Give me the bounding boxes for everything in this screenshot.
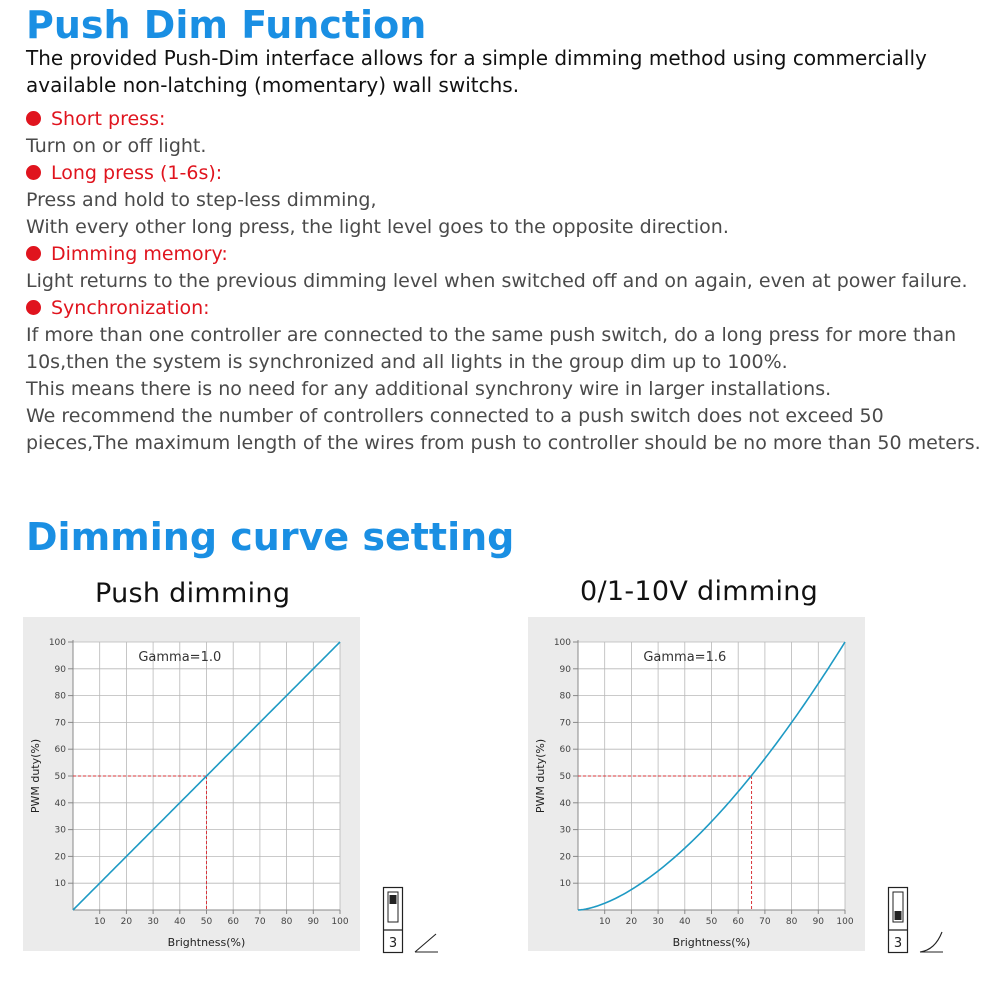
- section-title: Dimming curve setting: [26, 515, 515, 559]
- feature-item: [26, 295, 986, 457]
- bullet-dot-icon: [26, 111, 41, 126]
- x-axis-label: Brightness(%): [672, 936, 751, 949]
- data-point: [818, 683, 819, 684]
- chart-svg: [23, 617, 360, 951]
- x-tick-label: 50: [200, 917, 213, 927]
- feature-body-text: With every other long press, the light level goes to the opposite direction.: [26, 216, 729, 238]
- feature-heading-text: Long press (1-6s):: [51, 162, 223, 184]
- data-point: [684, 847, 685, 848]
- dip-number: 3: [388, 936, 398, 951]
- page-title: Push Dim Function: [26, 3, 427, 47]
- x-tick-label: 30: [147, 917, 159, 927]
- x-tick-label: 80: [785, 917, 798, 927]
- push-dimming-chart: [23, 617, 360, 951]
- y-axis-label: PWM duty(%): [29, 738, 42, 814]
- feature-heading: [26, 106, 986, 133]
- chart-svg: [528, 617, 865, 951]
- x-axis-label: Brightness(%): [167, 936, 246, 949]
- feature-heading: [26, 160, 986, 187]
- feature-heading: [26, 241, 986, 268]
- feature-body-text: We recommend the number of controllers connected to a push switch does not exceed 50 pieces,The maximum length of the wires from push to controller should be no more than 50 meters.: [26, 405, 981, 454]
- dip-knob: [895, 911, 902, 920]
- x-tick-label: 10: [93, 917, 106, 927]
- y-tick-label: 60: [559, 745, 571, 756]
- data-point: [72, 909, 73, 910]
- y-tick-label: 30: [559, 825, 571, 836]
- data-point: [577, 909, 578, 910]
- bullet-dot-icon: [26, 165, 41, 180]
- y-tick-label: 20: [54, 852, 66, 863]
- feature-body-text: This means there is no need for any additional synchrony wire in larger installations.: [26, 378, 832, 400]
- analog-dimming-chart: [528, 617, 865, 951]
- y-tick-label: 20: [559, 852, 571, 863]
- y-tick-label: 60: [54, 745, 66, 756]
- y-tick-label: 100: [553, 638, 571, 648]
- y-tick-label: 70: [559, 718, 571, 729]
- y-axis-label: PWM duty(%): [534, 738, 547, 814]
- curve-glyph-icon: [920, 932, 943, 952]
- x-tick-label: 60: [732, 917, 744, 927]
- feature-item: [26, 160, 986, 241]
- chart-subtitle-push: Push dimming: [95, 578, 291, 609]
- feature-body-text: Light returns to the previous dimming level when switched off and on again, even at power failure.: [26, 270, 968, 292]
- x-tick-label: 70: [759, 917, 771, 927]
- data-point: [99, 883, 100, 884]
- data-point: [711, 821, 712, 822]
- feature-body-text: Turn on or off light.: [26, 135, 207, 157]
- chart-subtitle-analog: 0/1-10V dimming: [580, 576, 819, 607]
- data-point: [126, 856, 127, 857]
- data-point: [658, 871, 659, 872]
- intro-paragraph: The provided Push-Dim interface allows for a simple dimming method using commercially available non-latching (momentary) wall switchs.: [26, 46, 927, 97]
- y-tick-label: 40: [559, 798, 571, 809]
- feature-heading-text: Short press:: [51, 108, 166, 130]
- data-point: [844, 641, 845, 642]
- x-tick-label: 70: [254, 917, 266, 927]
- data-point: [604, 903, 605, 904]
- data-point: [179, 802, 180, 803]
- data-point: [206, 775, 207, 776]
- x-tick-label: 100: [331, 917, 349, 927]
- dip-switch-icon: [382, 886, 442, 956]
- data-point: [791, 722, 792, 723]
- x-tick-label: 90: [812, 917, 825, 927]
- feature-heading-text: Synchronization:: [51, 297, 210, 319]
- y-tick-label: 10: [54, 879, 66, 890]
- feature-heading-text: Dimming memory:: [51, 243, 228, 265]
- y-tick-label: 40: [54, 798, 66, 809]
- x-tick-label: 10: [598, 917, 611, 927]
- x-tick-label: 100: [836, 917, 854, 927]
- feature-body-text: Press and hold to step-less dimming,: [26, 189, 377, 211]
- x-tick-label: 90: [307, 917, 320, 927]
- feature-item: [26, 241, 986, 295]
- dip-knob: [390, 895, 397, 904]
- x-tick-label: 40: [679, 917, 691, 927]
- data-point: [764, 758, 765, 759]
- bullet-dot-icon: [26, 300, 41, 315]
- y-tick-label: 10: [559, 879, 571, 890]
- data-point: [738, 791, 739, 792]
- data-point: [339, 641, 340, 642]
- feature-body-text: If more than one controller are connected to the same push switch, do a long press for more than 10s,then the system is synchronized and all lights in the group dim up to 100%.: [26, 324, 957, 373]
- bullet-dot-icon: [26, 246, 41, 261]
- dip-switch-analog: [887, 886, 947, 960]
- data-point: [153, 829, 154, 830]
- feature-heading: [26, 295, 986, 322]
- y-tick-label: 70: [54, 718, 66, 729]
- data-point: [259, 722, 260, 723]
- y-tick-label: 80: [54, 691, 66, 702]
- linear-glyph-icon: [415, 934, 438, 952]
- y-tick-label: 90: [559, 664, 571, 675]
- data-point: [313, 668, 314, 669]
- data-point: [631, 889, 632, 890]
- x-tick-label: 20: [625, 917, 638, 927]
- y-tick-label: 80: [559, 691, 571, 702]
- x-tick-label: 80: [280, 917, 293, 927]
- data-point: [286, 695, 287, 696]
- gamma-annotation: Gamma=1.6: [643, 650, 727, 665]
- data-point: [233, 749, 234, 750]
- y-tick-label: 50: [559, 772, 571, 782]
- dip-number: 3: [893, 936, 903, 951]
- dip-switch-icon: [887, 886, 947, 956]
- x-tick-label: 50: [705, 917, 718, 927]
- dip-switch-push: [382, 886, 442, 960]
- y-tick-label: 30: [54, 825, 66, 836]
- x-tick-label: 30: [652, 917, 664, 927]
- x-tick-label: 60: [227, 917, 239, 927]
- feature-item: [26, 106, 986, 160]
- feature-list: [26, 106, 986, 457]
- x-tick-label: 40: [174, 917, 186, 927]
- gamma-annotation: Gamma=1.0: [138, 650, 222, 665]
- y-tick-label: 100: [48, 638, 66, 648]
- x-tick-label: 20: [120, 917, 133, 927]
- y-tick-label: 90: [54, 664, 66, 675]
- y-tick-label: 50: [54, 772, 66, 782]
